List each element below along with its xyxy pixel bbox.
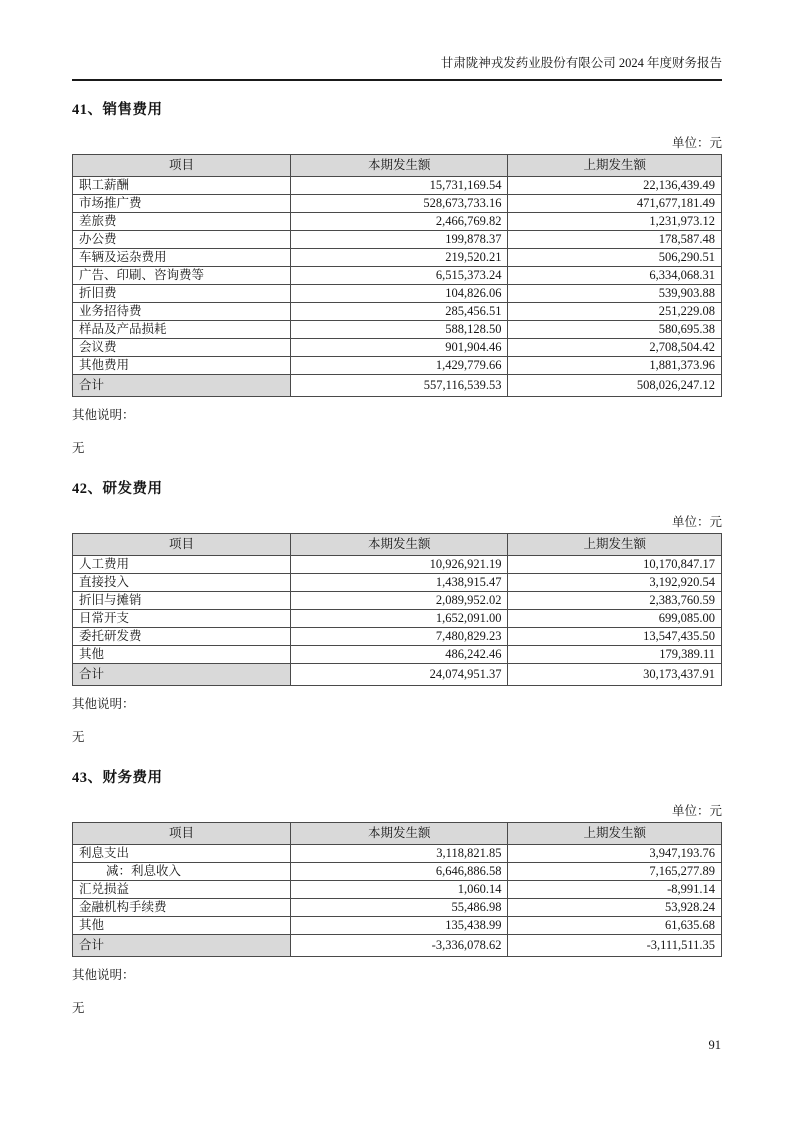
section-title-finance-expenses: 43、财务费用 [72,770,163,786]
row-item-label: 金融机构手续费 [73,899,291,917]
row-prior-period-amount: 471,677,181.49 [508,195,722,213]
row-prior-period-amount: -8,991.14 [508,881,722,899]
row-current-period-amount: 1,060.14 [291,881,508,899]
row-item-label: 汇兑损益 [73,881,291,899]
row-current-period-amount: 2,466,769.82 [291,213,508,231]
table-row [73,628,722,646]
row-current-period-amount: 588,128.50 [291,321,508,339]
table-row [73,899,722,917]
row-current-period-amount: 528,673,733.16 [291,195,508,213]
col-header-prior-period: 上期发生额 [508,155,722,177]
row-prior-period-amount: 10,170,847.17 [508,556,722,574]
col-header-current-period: 本期发生额 [291,534,508,556]
row-item-label: 差旅费 [73,213,291,231]
row-item-label: 合计 [73,935,291,957]
row-item-label: 减：利息收入 [73,863,291,881]
unit-label: 单位：元 [671,515,722,529]
table-row [73,177,722,195]
row-item-label: 会议费 [73,339,291,357]
table-header-row [73,823,722,845]
table-row [73,267,722,285]
row-current-period-amount: 7,480,829.23 [291,628,508,646]
table-row [73,592,722,610]
table-row [73,249,722,267]
row-prior-period-amount: 2,383,760.59 [508,592,722,610]
row-prior-period-amount: 22,136,439.49 [508,177,722,195]
row-current-period-amount: 10,926,921.19 [291,556,508,574]
row-item-label: 其他费用 [73,357,291,375]
row-current-period-amount: 15,731,169.54 [291,177,508,195]
row-item-label: 车辆及运杂费用 [73,249,291,267]
row-item-label: 合计 [73,375,291,397]
row-current-period-amount: 1,438,915.47 [291,574,508,592]
table-header-row [73,155,722,177]
table-row [73,321,722,339]
table-row [73,213,722,231]
table-total-row [73,375,722,397]
row-item-label: 广告、印刷、咨询费等 [73,267,291,285]
row-prior-period-amount: 580,695.38 [508,321,722,339]
row-current-period-amount: 6,646,886.58 [291,863,508,881]
table-row [73,610,722,628]
row-prior-period-amount: 251,229.08 [508,303,722,321]
row-prior-period-amount: 179,389.11 [508,646,722,664]
col-header-prior-period: 上期发生额 [508,534,722,556]
table-row [73,845,722,863]
table-row [73,917,722,935]
row-prior-period-amount: 30,173,437.91 [508,664,722,686]
unit-label: 单位：元 [671,804,722,818]
other-notes-content: 无 [72,730,85,744]
row-item-label: 直接投入 [73,574,291,592]
row-prior-period-amount: 53,928.24 [508,899,722,917]
col-header-item: 项目 [73,155,291,177]
row-item-label: 合计 [73,664,291,686]
table-row [73,339,722,357]
table-row [73,231,722,249]
other-notes-label: 其他说明： [72,408,135,422]
other-notes-content: 无 [72,441,85,455]
row-item-label: 其他 [73,646,291,664]
col-header-item: 项目 [73,534,291,556]
row-current-period-amount: 3,118,821.85 [291,845,508,863]
row-prior-period-amount: -3,111,511.35 [508,935,722,957]
row-item-label: 折旧与摊销 [73,592,291,610]
table-row [73,881,722,899]
row-item-label: 委托研发费 [73,628,291,646]
row-item-label: 办公费 [73,231,291,249]
table-total-row [73,935,722,957]
table-row [73,303,722,321]
table-row [73,195,722,213]
table-total-row [73,664,722,686]
row-prior-period-amount: 2,708,504.42 [508,339,722,357]
section-title-sales-expenses: 41、销售费用 [72,102,163,118]
row-prior-period-amount: 3,947,193.76 [508,845,722,863]
row-prior-period-amount: 3,192,920.54 [508,574,722,592]
row-item-label: 折旧费 [73,285,291,303]
row-current-period-amount: 285,456.51 [291,303,508,321]
row-prior-period-amount: 178,587.48 [508,231,722,249]
row-current-period-amount: 104,826.06 [291,285,508,303]
row-item-label: 市场推广费 [73,195,291,213]
row-prior-period-amount: 1,231,973.12 [508,213,722,231]
row-current-period-amount: 2,089,952.02 [291,592,508,610]
row-item-label: 利息支出 [73,845,291,863]
row-current-period-amount: 486,242.46 [291,646,508,664]
row-current-period-amount: 6,515,373.24 [291,267,508,285]
document-header-title: 甘肃陇神戎发药业股份有限公司 2024 年度财务报告 [72,56,722,81]
row-item-label: 人工费用 [73,556,291,574]
row-prior-period-amount: 61,635.68 [508,917,722,935]
row-current-period-amount: -3,336,078.62 [291,935,508,957]
row-prior-period-amount: 699,085.00 [508,610,722,628]
table-row [73,556,722,574]
rd-expenses-table [72,533,722,686]
row-item-label: 其他 [73,917,291,935]
row-prior-period-amount: 539,903.88 [508,285,722,303]
col-header-current-period: 本期发生额 [291,823,508,845]
table-header-row [73,534,722,556]
section-title-rd-expenses: 42、研发费用 [72,481,163,497]
row-prior-period-amount: 1,881,373.96 [508,357,722,375]
col-header-prior-period: 上期发生额 [508,823,722,845]
col-header-current-period: 本期发生额 [291,155,508,177]
col-header-item: 项目 [73,823,291,845]
row-item-label: 业务招待费 [73,303,291,321]
table-row [73,646,722,664]
table-row [73,357,722,375]
page-number: 91 [708,1038,721,1052]
finance-expenses-table [72,822,722,957]
row-prior-period-amount: 6,334,068.31 [508,267,722,285]
row-prior-period-amount: 506,290.51 [508,249,722,267]
other-notes-content: 无 [72,1001,85,1015]
row-current-period-amount: 1,429,779.66 [291,357,508,375]
row-prior-period-amount: 508,026,247.12 [508,375,722,397]
table-row [73,863,722,881]
row-current-period-amount: 219,520.21 [291,249,508,267]
table-row [73,574,722,592]
row-prior-period-amount: 7,165,277.89 [508,863,722,881]
unit-label: 单位：元 [671,136,722,150]
other-notes-label: 其他说明： [72,697,135,711]
table-row [73,285,722,303]
other-notes-label: 其他说明： [72,968,135,982]
row-current-period-amount: 901,904.46 [291,339,508,357]
row-current-period-amount: 557,116,539.53 [291,375,508,397]
row-current-period-amount: 1,652,091.00 [291,610,508,628]
row-current-period-amount: 55,486.98 [291,899,508,917]
row-item-label: 样品及产品损耗 [73,321,291,339]
row-item-label: 日常开支 [73,610,291,628]
row-current-period-amount: 135,438.99 [291,917,508,935]
row-prior-period-amount: 13,547,435.50 [508,628,722,646]
sales-expenses-table [72,154,722,397]
row-current-period-amount: 199,878.37 [291,231,508,249]
row-current-period-amount: 24,074,951.37 [291,664,508,686]
row-item-label: 职工薪酬 [73,177,291,195]
